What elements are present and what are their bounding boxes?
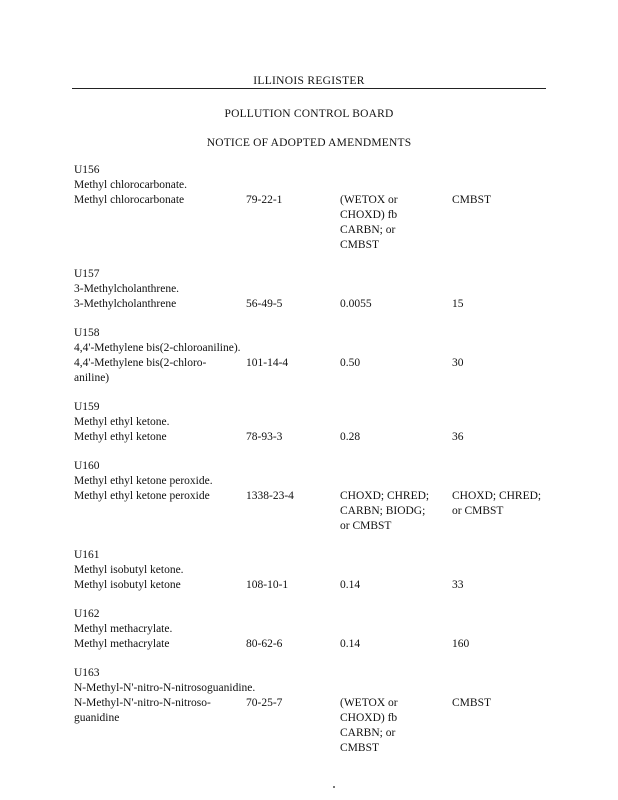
compound-name: 3-Methylcholanthrene bbox=[74, 298, 177, 310]
compound-name: Methyl ethyl ketone bbox=[74, 431, 167, 443]
standard-row bbox=[74, 430, 554, 445]
nonwastewater-standard: 30 bbox=[452, 357, 464, 369]
cas-number: 79-22-1 bbox=[246, 194, 283, 206]
nonwastewater-standard: 160 bbox=[452, 638, 470, 650]
compound-name: Methyl isobutyl ketone bbox=[74, 579, 181, 591]
waste-name: Methyl ethyl ketone. bbox=[74, 416, 170, 428]
waste-code: U157 bbox=[74, 268, 100, 280]
nonwastewater-standard: 15 bbox=[452, 298, 464, 310]
waste-code: U163 bbox=[74, 667, 100, 679]
standard-row bbox=[74, 578, 554, 593]
cas-number: 56-49-5 bbox=[246, 298, 283, 310]
waste-code: U156 bbox=[74, 164, 100, 176]
waste-code: U158 bbox=[74, 327, 100, 339]
board-title: POLLUTION CONTROL BOARD bbox=[224, 108, 394, 120]
cas-number: 80-62-6 bbox=[246, 638, 283, 650]
waste-name: Methyl chlorocarbonate. bbox=[74, 179, 188, 191]
waste-name: N-Methyl-N'-nitro-N-nitrosoguanidine. bbox=[74, 682, 256, 694]
waste-name: 4,4'-Methylene bis(2-chloroaniline). bbox=[74, 342, 241, 354]
wastewater-standard: 0.0055 bbox=[340, 298, 372, 310]
cas-number: 1338-23-4 bbox=[246, 490, 294, 502]
compound-name: N-Methyl-N'-nitro-N-nitroso- guanidine bbox=[74, 697, 211, 724]
register-title: ILLINOIS REGISTER bbox=[253, 75, 365, 87]
compound-name: Methyl chlorocarbonate bbox=[74, 194, 185, 206]
standard-row bbox=[74, 193, 554, 253]
standard-row bbox=[74, 297, 554, 312]
waste-name: Methyl methacrylate. bbox=[74, 623, 173, 635]
standard-row bbox=[74, 637, 554, 652]
wastewater-standard: (WETOX or CHOXD) fb CARBN; or CMBST bbox=[340, 194, 398, 251]
wastewater-standard: 0.14 bbox=[340, 638, 361, 650]
cas-number: 108-10-1 bbox=[246, 579, 289, 591]
waste-entry bbox=[74, 548, 554, 593]
nonwastewater-standard: 33 bbox=[452, 579, 464, 591]
waste-entries bbox=[74, 163, 554, 770]
wastewater-standard: 0.14 bbox=[340, 579, 361, 591]
cas-number: 101-14-4 bbox=[246, 357, 289, 369]
waste-code: U162 bbox=[74, 608, 100, 620]
waste-entry bbox=[74, 267, 554, 312]
standard-row bbox=[74, 356, 554, 386]
waste-name: Methyl isobutyl ketone. bbox=[74, 564, 184, 576]
waste-entry bbox=[74, 163, 554, 253]
waste-entry bbox=[74, 607, 554, 652]
waste-name: 3-Methylcholanthrene. bbox=[74, 283, 180, 295]
standard-row bbox=[74, 489, 554, 534]
waste-code: U160 bbox=[74, 460, 100, 472]
wastewater-standard: 0.50 bbox=[340, 357, 361, 369]
cas-number: 78-93-3 bbox=[246, 431, 283, 443]
nonwastewater-standard: CMBST bbox=[452, 697, 491, 709]
nonwastewater-standard: CMBST bbox=[452, 194, 491, 206]
waste-entry bbox=[74, 400, 554, 445]
waste-entry bbox=[74, 326, 554, 386]
cas-number: 70-25-7 bbox=[246, 697, 283, 709]
compound-name: 4,4'-Methylene bis(2-chloro- aniline) bbox=[74, 357, 207, 384]
waste-code: U159 bbox=[74, 401, 100, 413]
wastewater-standard: 0.28 bbox=[340, 431, 361, 443]
waste-code: U161 bbox=[74, 549, 100, 561]
waste-name: Methyl ethyl ketone peroxide. bbox=[74, 475, 213, 487]
scan-speck bbox=[333, 786, 335, 788]
compound-name: Methyl ethyl ketone peroxide bbox=[74, 490, 210, 502]
waste-entry bbox=[74, 459, 554, 534]
nonwastewater-standard: 36 bbox=[452, 431, 464, 443]
compound-name: Methyl methacrylate bbox=[74, 638, 170, 650]
standard-row bbox=[74, 696, 554, 756]
waste-entry bbox=[74, 666, 554, 756]
wastewater-standard: CHOXD; CHRED; CARBN; BIODG; or CMBST bbox=[340, 490, 430, 532]
wastewater-standard: (WETOX or CHOXD) fb CARBN; or CMBST bbox=[340, 697, 398, 754]
notice-title: NOTICE OF ADOPTED AMENDMENTS bbox=[206, 137, 412, 149]
nonwastewater-standard: CHOXD; CHRED; or CMBST bbox=[452, 490, 542, 517]
